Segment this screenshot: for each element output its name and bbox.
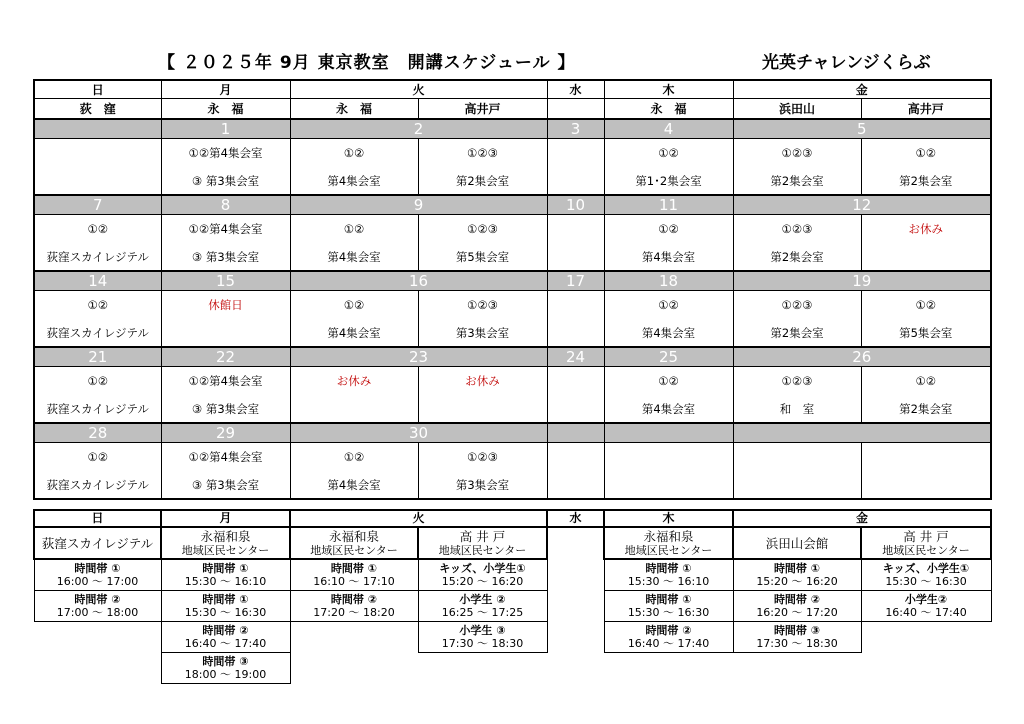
date-sun: 7 xyxy=(34,195,161,215)
timeslot-empty xyxy=(547,590,604,621)
schedule-cell-fri1: 第2集会室 xyxy=(733,243,861,271)
schedule-cell-tue1: 第4集会室 xyxy=(290,319,418,347)
schedule-cell-sun: ①② xyxy=(34,291,161,320)
organization-name: 光英チャレンジくらぶ xyxy=(762,53,931,73)
day-header-mon: 月 xyxy=(161,80,290,99)
schedule-cell-thu: 第1･2集会室 xyxy=(604,167,733,195)
tt-day-fri: 金 xyxy=(733,510,991,527)
date-thu: 18 xyxy=(604,271,733,291)
schedule-cell-fri2 xyxy=(861,443,991,500)
schedule-cell-tue2: ①②③ xyxy=(418,443,547,472)
day-header-wed: 水 xyxy=(547,80,604,99)
date-row xyxy=(34,195,991,215)
schedule-cell-tue1: ①② xyxy=(290,215,418,244)
schedule-cell-fri1: ①②③ xyxy=(733,367,861,396)
schedule-row xyxy=(34,139,991,168)
timeslot-empty xyxy=(604,652,733,683)
schedule-cell-tue2: 第2集会室 xyxy=(418,167,547,195)
schedule-cell-mon: ①②第4集会室 xyxy=(161,443,290,472)
timeslot-mon: 時間帯 ① 15:30 ～ 16:30 xyxy=(161,590,290,621)
timeslot-thu: 時間帯 ② 16:40 ～ 17:40 xyxy=(604,621,733,652)
schedule-cell-tue2: 第5集会室 xyxy=(418,243,547,271)
schedule-cell-wed xyxy=(547,291,604,348)
timeslot-empty xyxy=(418,652,547,683)
venue-sun: 荻窪スカイレジテル xyxy=(34,527,161,559)
schedule-cell-fri1: 第2集会室 xyxy=(733,167,861,195)
timeslot-empty xyxy=(290,621,418,652)
date-fri: 19 xyxy=(733,271,991,291)
date-fri: 5 xyxy=(733,119,991,139)
schedule-cell-fri1: ①②③ xyxy=(733,291,861,320)
timeslot-fri1: 時間帯 ③ 17:30 ～ 18:30 xyxy=(733,621,861,652)
date-mon: 8 xyxy=(161,195,290,215)
schedule-cell-tue2: ①②③ xyxy=(418,139,547,168)
timeslot-fri2: キッズ、小学生① 15:30 ～ 16:30 xyxy=(861,559,991,590)
schedule-cell-sun xyxy=(34,139,161,168)
schedule-cell-fri2 xyxy=(861,243,991,271)
timeslot-mon: 時間帯 ① 15:30 ～ 16:10 xyxy=(161,559,290,590)
schedule-cell-tue1 xyxy=(290,395,418,423)
venue-fri-1: 浜田山会館 xyxy=(733,527,861,559)
schedule-row xyxy=(34,367,991,396)
schedule-cell-sun: 荻窪スカイレジテル xyxy=(34,243,161,271)
schedule-cell-thu: 第4集会室 xyxy=(604,243,733,271)
schedule-cell-tue1: ①② xyxy=(290,291,418,320)
schedule-cell-fri2: お休み xyxy=(861,215,991,244)
timeslot-sun: 時間帯 ① 16:00 ～ 17:00 xyxy=(34,559,161,590)
schedule-cell-fri1: 第2集会室 xyxy=(733,319,861,347)
schedule-cell-tue1: 第4集会室 xyxy=(290,471,418,499)
date-thu: 11 xyxy=(604,195,733,215)
location-tue-1: 永 福 xyxy=(290,99,418,120)
tt-day-thu: 木 xyxy=(604,510,733,527)
schedule-cell-sun: ①② xyxy=(34,443,161,472)
schedule-cell-tue1: ①② xyxy=(290,443,418,472)
schedule-cell-wed xyxy=(547,139,604,196)
date-sun: 14 xyxy=(34,271,161,291)
timeslot-fri1: 時間帯 ① 15:20 ～ 16:20 xyxy=(733,559,861,590)
timeslot-tue2: 小学生 ③ 17:30 ～ 18:30 xyxy=(418,621,547,652)
timeslot-sun: 時間帯 ② 17:00 ～ 18:00 xyxy=(34,590,161,621)
day-header-fri: 金 xyxy=(733,80,991,99)
date-sun xyxy=(34,119,161,139)
schedule-cell-fri2: 第5集会室 xyxy=(861,319,991,347)
location-mon: 永 福 xyxy=(161,99,290,120)
timeslot-empty xyxy=(547,621,604,652)
timeslot-empty xyxy=(861,652,991,683)
date-wed: 3 xyxy=(547,119,604,139)
schedule-cell-mon: ①②第4集会室 xyxy=(161,139,290,168)
date-fri xyxy=(733,423,991,443)
date-sun: 21 xyxy=(34,347,161,367)
date-tue: 16 xyxy=(290,271,547,291)
venue-mon: 永福和泉 地域区民センター xyxy=(161,527,290,559)
date-fri: 12 xyxy=(733,195,991,215)
schedule-cell-mon: ③ 第3集会室 xyxy=(161,243,290,271)
schedule-row xyxy=(34,443,991,472)
schedule-cell-thu: ①② xyxy=(604,291,733,320)
timeslot-tue2: 小学生 ② 16:25 ～ 17:25 xyxy=(418,590,547,621)
date-wed: 24 xyxy=(547,347,604,367)
timeslot-fri2: 小学生② 16:40 ～ 17:40 xyxy=(861,590,991,621)
date-row xyxy=(34,119,991,139)
venue-tue-2: 高 井 戸 地域区民センター xyxy=(418,527,547,559)
schedule-cell-tue2: お休み xyxy=(418,367,547,396)
day-header-tue: 火 xyxy=(290,80,547,99)
schedule-cell-sun: 荻窪スカイレジテル xyxy=(34,395,161,423)
tt-day-sun: 日 xyxy=(34,510,161,527)
date-tue: 9 xyxy=(290,195,547,215)
schedule-cell-sun: ①② xyxy=(34,367,161,396)
date-tue: 30 xyxy=(290,423,547,443)
schedule-cell-thu: ①② xyxy=(604,367,733,396)
timeslot-mon: 時間帯 ② 16:40 ～ 17:40 xyxy=(161,621,290,652)
timeslot-empty xyxy=(733,652,861,683)
schedule-row xyxy=(34,291,991,320)
schedule-cell-tue2: ①②③ xyxy=(418,291,547,320)
timeslot-row xyxy=(34,621,991,652)
date-row xyxy=(34,423,991,443)
schedule-cell-fri2: 第2集会室 xyxy=(861,395,991,423)
timeslot-empty xyxy=(547,559,604,590)
timeslot-fri1: 時間帯 ② 16:20 ～ 17:20 xyxy=(733,590,861,621)
schedule-cell-sun xyxy=(34,167,161,195)
schedule-cell-mon: ①②第4集会室 xyxy=(161,367,290,396)
schedule-cell-wed xyxy=(547,215,604,272)
schedule-row xyxy=(34,319,991,347)
venue-wed xyxy=(547,527,604,559)
schedule-cell-fri2: 第2集会室 xyxy=(861,167,991,195)
tt-day-wed: 水 xyxy=(547,510,604,527)
date-wed: 10 xyxy=(547,195,604,215)
schedule-cell-wed xyxy=(547,443,604,500)
timeslot-empty xyxy=(547,652,604,683)
date-thu: 4 xyxy=(604,119,733,139)
schedule-cell-fri1: 和 室 xyxy=(733,395,861,423)
date-sun: 28 xyxy=(34,423,161,443)
timetable xyxy=(33,509,992,684)
date-row xyxy=(34,347,991,367)
tt-day-tue: 火 xyxy=(290,510,547,527)
schedule-calendar xyxy=(33,79,992,500)
schedule-cell-thu: ①② xyxy=(604,139,733,168)
timeslot-thu: 時間帯 ① 15:30 ～ 16:30 xyxy=(604,590,733,621)
day-header-thu: 木 xyxy=(604,80,733,99)
location-fri-2: 高井戸 xyxy=(861,99,991,120)
timeslot-mon: 時間帯 ③ 18:00 ～ 19:00 xyxy=(161,652,290,683)
date-thu: 25 xyxy=(604,347,733,367)
schedule-cell-tue2: 第3集会室 xyxy=(418,471,547,499)
schedule-cell-thu: 第4集会室 xyxy=(604,395,733,423)
date-wed xyxy=(547,423,604,443)
schedule-cell-tue1: 第4集会室 xyxy=(290,167,418,195)
schedule-row xyxy=(34,167,991,195)
timeslot-row xyxy=(34,559,991,590)
schedule-cell-wed xyxy=(547,367,604,424)
schedule-cell-fri2: ①② xyxy=(861,139,991,168)
timeslot-row xyxy=(34,590,991,621)
schedule-cell-tue1: ①② xyxy=(290,139,418,168)
schedule-cell-thu: 第4集会室 xyxy=(604,319,733,347)
tt-day-mon: 月 xyxy=(161,510,290,527)
schedule-cell-mon: ③ 第3集会室 xyxy=(161,395,290,423)
date-fri: 26 xyxy=(733,347,991,367)
schedule-cell-tue2: 第3集会室 xyxy=(418,319,547,347)
schedule-row xyxy=(34,243,991,271)
timeslot-tue1: 時間帯 ② 17:20 ～ 18:20 xyxy=(290,590,418,621)
schedule-cell-tue2: ①②③ xyxy=(418,215,547,244)
timeslot-empty xyxy=(290,652,418,683)
date-tue: 2 xyxy=(290,119,547,139)
schedule-cell-fri1: ①②③ xyxy=(733,215,861,244)
date-tue: 23 xyxy=(290,347,547,367)
venue-tue-1: 永福和泉 地域区民センター xyxy=(290,527,418,559)
date-row xyxy=(34,271,991,291)
schedule-cell-thu xyxy=(604,443,733,500)
date-mon: 22 xyxy=(161,347,290,367)
timeslot-empty xyxy=(861,621,991,652)
location-sun: 荻 窪 xyxy=(34,99,161,120)
date-wed: 17 xyxy=(547,271,604,291)
timeslot-tue2: キッズ、小学生① 15:20 ～ 16:20 xyxy=(418,559,547,590)
schedule-cell-mon: ③ 第3集会室 xyxy=(161,167,290,195)
schedule-cell-thu: ①② xyxy=(604,215,733,244)
schedule-cell-mon: ①②第4集会室 xyxy=(161,215,290,244)
date-mon: 15 xyxy=(161,271,290,291)
day-header-sun: 日 xyxy=(34,80,161,99)
schedule-cell-mon: ③ 第3集会室 xyxy=(161,471,290,499)
timeslot-empty xyxy=(34,621,161,652)
schedule-cell-sun: 荻窪スカイレジテル xyxy=(34,319,161,347)
timeslot-empty xyxy=(34,652,161,683)
schedule-cell-fri2: ①② xyxy=(861,291,991,320)
date-thu xyxy=(604,423,733,443)
date-mon: 29 xyxy=(161,423,290,443)
schedule-cell-tue2 xyxy=(418,395,547,423)
venue-thu: 永福和泉 地域区民センター xyxy=(604,527,733,559)
schedule-cell-fri2: ①② xyxy=(861,367,991,396)
schedule-cell-mon: 休館日 xyxy=(161,291,290,320)
schedule-cell-tue1: お休み xyxy=(290,367,418,396)
timeslot-tue1: 時間帯 ① 16:10 ～ 17:10 xyxy=(290,559,418,590)
location-thu: 永 福 xyxy=(604,99,733,120)
location-fri-1: 浜田山 xyxy=(733,99,861,120)
location-tue-2: 高井戸 xyxy=(418,99,547,120)
venue-fri-2: 高 井 戸 地域区民センター xyxy=(861,527,991,559)
schedule-cell-mon xyxy=(161,319,290,347)
schedule-row xyxy=(34,215,991,244)
location-wed xyxy=(547,99,604,120)
date-mon: 1 xyxy=(161,119,290,139)
timeslot-row xyxy=(34,652,991,683)
page-title: 【 ２０２５年 9月 東京教室 開講スケジュール 】 xyxy=(158,53,576,73)
schedule-row xyxy=(34,395,991,423)
schedule-cell-sun: ①② xyxy=(34,215,161,244)
timeslot-thu: 時間帯 ① 15:30 ～ 16:10 xyxy=(604,559,733,590)
schedule-cell-sun: 荻窪スカイレジテル xyxy=(34,471,161,499)
schedule-cell-tue1: 第4集会室 xyxy=(290,243,418,271)
schedule-cell-fri1: ①②③ xyxy=(733,139,861,168)
schedule-cell-fri1 xyxy=(733,443,861,500)
